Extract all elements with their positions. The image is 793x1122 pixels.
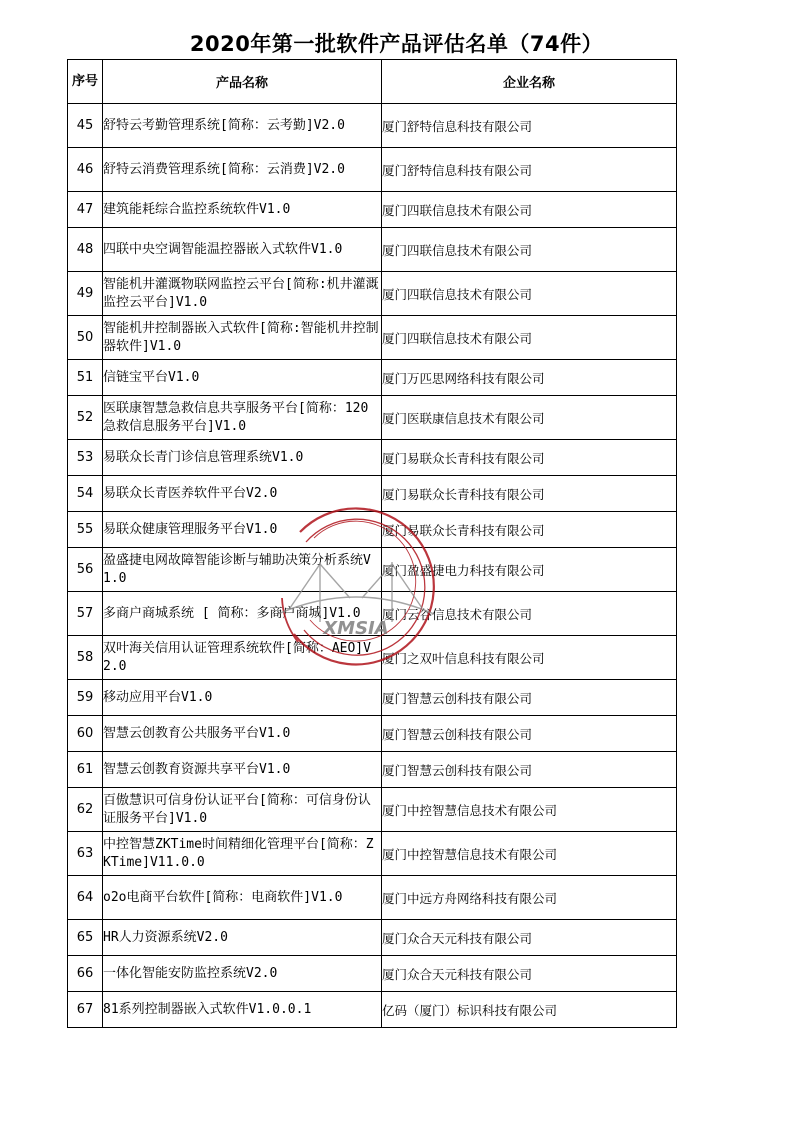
row-serial-number: 51 xyxy=(68,360,103,396)
row-company-name: 厦门四联信息技术有限公司 xyxy=(382,272,677,316)
row-product-name: 一体化智能安防监控系统V2.0 xyxy=(103,956,382,992)
table-row xyxy=(68,360,677,396)
header-serial-number: 序号 xyxy=(68,60,103,104)
row-product-name: 智能机井控制器嵌入式软件[简称:智能机井控制器软件]V1.0 xyxy=(103,316,382,360)
row-company-name: 厦门中控智慧信息技术有限公司 xyxy=(382,788,677,832)
row-product-name: 81系列控制器嵌入式软件V1.0.0.1 xyxy=(103,992,382,1028)
page-title: 2020年第一批软件产品评估名单（74件） xyxy=(189,32,604,56)
row-product-name: 百傲慧识可信身份认证平台[简称：可信身份认证服务平台]V1.0 xyxy=(103,788,382,832)
table-row xyxy=(68,104,677,148)
row-serial-number: 57 xyxy=(68,592,103,636)
row-company-name: 厦门四联信息技术有限公司 xyxy=(382,192,677,228)
row-product-name: 四联中央空调智能温控器嵌入式软件V1.0 xyxy=(103,228,382,272)
row-serial-number: 48 xyxy=(68,228,103,272)
table-row xyxy=(68,680,677,716)
row-serial-number: 53 xyxy=(68,440,103,476)
table-row xyxy=(68,148,677,192)
row-company-name: 厦门云谷信息技术有限公司 xyxy=(382,592,677,636)
row-product-name: 智慧云创教育资源共享平台V1.0 xyxy=(103,752,382,788)
header-company-name: 企业名称 xyxy=(382,60,677,104)
row-company-name: 厦门中控智慧信息技术有限公司 xyxy=(382,832,677,876)
row-serial-number: 66 xyxy=(68,956,103,992)
row-product-name: 智能机井灌溉物联网监控云平台[简称:机井灌溉监控云平台]V1.0 xyxy=(103,272,382,316)
table-row xyxy=(68,956,677,992)
row-serial-number: 64 xyxy=(68,876,103,920)
row-company-name: 厦门四联信息技术有限公司 xyxy=(382,228,677,272)
row-serial-number: 61 xyxy=(68,752,103,788)
row-serial-number: 56 xyxy=(68,548,103,592)
table-row xyxy=(68,876,677,920)
row-company-name: 厦门智慧云创科技有限公司 xyxy=(382,752,677,788)
row-product-name: 医联康智慧急救信息共享服务平台[简称：120急救信息服务平台]V1.0 xyxy=(103,396,382,440)
table-row xyxy=(68,192,677,228)
row-serial-number: 55 xyxy=(68,512,103,548)
row-company-name: 厦门易联众长青科技有限公司 xyxy=(382,512,677,548)
row-company-name: 厦门众合天元科技有限公司 xyxy=(382,956,677,992)
row-company-name: 厦门易联众长青科技有限公司 xyxy=(382,476,677,512)
table-row xyxy=(68,316,677,360)
row-serial-number: 62 xyxy=(68,788,103,832)
table-row xyxy=(68,272,677,316)
table-row xyxy=(68,716,677,752)
table-row xyxy=(68,752,677,788)
row-product-name: 易联众长青医养软件平台V2.0 xyxy=(103,476,382,512)
row-serial-number: 59 xyxy=(68,680,103,716)
row-company-name: 厦门之双叶信息科技有限公司 xyxy=(382,636,677,680)
row-product-name: 智慧云创教育公共服务平台V1.0 xyxy=(103,716,382,752)
row-company-name: 厦门舒特信息科技有限公司 xyxy=(382,104,677,148)
row-company-name: 厦门众合天元科技有限公司 xyxy=(382,920,677,956)
row-product-name: 双叶海关信用认证管理系统软件[简称：AEO]V2.0 xyxy=(103,636,382,680)
row-serial-number: 65 xyxy=(68,920,103,956)
row-product-name: 建筑能耗综合监控系统软件V1.0 xyxy=(103,192,382,228)
row-product-name: o2o电商平台软件[简称：电商软件]V1.0 xyxy=(103,876,382,920)
row-company-name: 厦门智慧云创科技有限公司 xyxy=(382,680,677,716)
row-serial-number: 52 xyxy=(68,396,103,440)
row-company-name: 厦门中远方舟网络科技有限公司 xyxy=(382,876,677,920)
table-row xyxy=(68,476,677,512)
table-row xyxy=(68,548,677,592)
row-product-name: 信链宝平台V1.0 xyxy=(103,360,382,396)
row-company-name: 厦门四联信息技术有限公司 xyxy=(382,316,677,360)
row-product-name: 易联众健康管理服务平台V1.0 xyxy=(103,512,382,548)
table-row xyxy=(68,396,677,440)
table-row xyxy=(68,440,677,476)
table-row xyxy=(68,832,677,876)
row-product-name: 多商户商城系统 [ 简称：多商户商城]V1.0 xyxy=(103,592,382,636)
row-serial-number: 46 xyxy=(68,148,103,192)
software-product-table xyxy=(67,59,677,1028)
row-serial-number: 49 xyxy=(68,272,103,316)
header-product-name: 产品名称 xyxy=(103,60,382,104)
table-row xyxy=(68,920,677,956)
row-company-name: 厦门智慧云创科技有限公司 xyxy=(382,716,677,752)
table-header-row xyxy=(68,60,677,104)
row-product-name: HR人力资源系统V2.0 xyxy=(103,920,382,956)
table-row xyxy=(68,228,677,272)
row-serial-number: 58 xyxy=(68,636,103,680)
row-product-name: 盈盛捷电网故障智能诊断与辅助决策分析系统V1.0 xyxy=(103,548,382,592)
row-product-name: 舒特云消费管理系统[简称：云消费]V2.0 xyxy=(103,148,382,192)
row-company-name: 厦门易联众长青科技有限公司 xyxy=(382,440,677,476)
table-row xyxy=(68,636,677,680)
row-serial-number: 54 xyxy=(68,476,103,512)
table-row xyxy=(68,592,677,636)
row-serial-number: 60 xyxy=(68,716,103,752)
row-product-name: 移动应用平台V1.0 xyxy=(103,680,382,716)
table-row xyxy=(68,992,677,1028)
row-company-name: 厦门医联康信息技术有限公司 xyxy=(382,396,677,440)
table-row xyxy=(68,788,677,832)
row-product-name: 易联众长青门诊信息管理系统V1.0 xyxy=(103,440,382,476)
row-serial-number: 63 xyxy=(68,832,103,876)
row-company-name: 亿码（厦门）标识科技有限公司 xyxy=(382,992,677,1028)
row-company-name: 厦门盈盛捷电力科技有限公司 xyxy=(382,548,677,592)
row-product-name: 中控智慧ZKTime时间精细化管理平台[简称：ZKTime]V11.0.0 xyxy=(103,832,382,876)
row-product-name: 舒特云考勤管理系统[简称：云考勤]V2.0 xyxy=(103,104,382,148)
row-company-name: 厦门舒特信息科技有限公司 xyxy=(382,148,677,192)
table-row xyxy=(68,512,677,548)
row-serial-number: 47 xyxy=(68,192,103,228)
watermark-text: XMSIA xyxy=(323,618,389,639)
row-company-name: 厦门万匹思网络科技有限公司 xyxy=(382,360,677,396)
row-serial-number: 67 xyxy=(68,992,103,1028)
row-serial-number: 45 xyxy=(68,104,103,148)
row-serial-number: 50 xyxy=(68,316,103,360)
